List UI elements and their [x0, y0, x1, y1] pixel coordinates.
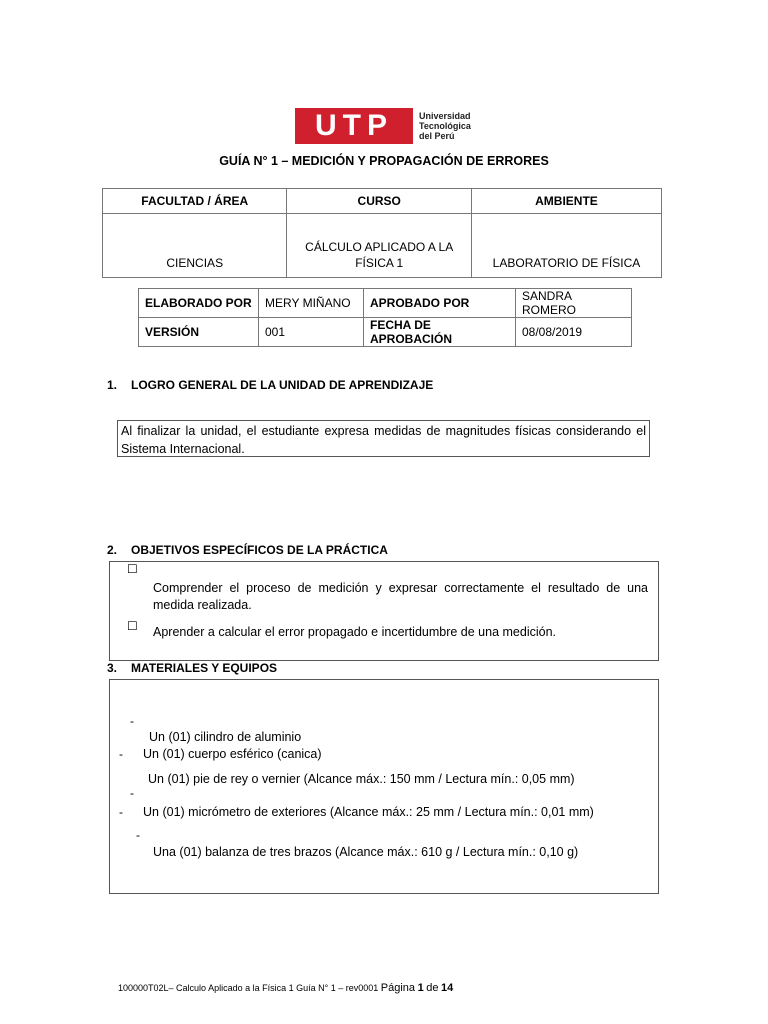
utp-logo-mark: UTP [295, 108, 413, 144]
utp-logo [295, 107, 471, 145]
document-title: GUÍA N° 1 – MEDICIÓN Y PROPAGACIÓN DE ERRORES [219, 154, 549, 168]
objective-item-1: Comprender el proceso de medición y expresar correctamente el resultado de una medida realizada. [153, 581, 648, 612]
course-info-row [103, 214, 662, 278]
checkbox-icon: ☐ [127, 562, 138, 576]
value-approval-date: 08/08/2019 [516, 318, 632, 347]
cell-course [287, 214, 471, 278]
section-2-heading [107, 543, 388, 557]
cell-environment: LABORATORIO DE FÍSICA [471, 214, 661, 278]
footer-page-word: Página [380, 982, 416, 994]
section-1-title: LOGRO GENERAL DE LA UNIDAD DE APRENDIZAJE [131, 378, 434, 392]
dash-marker: - [130, 786, 134, 800]
section-1-number: 1. [107, 378, 118, 392]
logo-line-1: Universidad [419, 111, 471, 121]
material-item-4: Un (01) micrómetro de exteriores (Alcance máx.: 25 mm / Lectura mín.: 0,01 mm) [143, 805, 594, 819]
checkbox-icon: ☐ [127, 619, 138, 633]
objectives-box [109, 561, 659, 661]
logo-line-3: del Perú [419, 131, 455, 141]
cell-course-text: CÁLCULO APLICADO A LA FÍSICA 1 [305, 240, 454, 270]
section-2-number: 2. [107, 543, 118, 557]
header-environment: AMBIENTE [471, 189, 661, 214]
dash-marker: - [119, 805, 123, 819]
section-3-heading [107, 661, 277, 675]
learning-outcome-box: Al finalizar la unidad, el estudiante expresa medidas de magnitudes físicas considerando el Sistema Internacional. [117, 420, 650, 457]
material-item-5: Una (01) balanza de tres brazos (Alcance máx.: 610 g / Lectura mín.: 0,10 g) [153, 845, 579, 859]
value-version: 001 [259, 318, 364, 347]
value-approved-by: SANDRA ROMERO [516, 289, 632, 318]
material-item-3: Un (01) pie de rey o vernier (Alcance máx.: 150 mm / Lectura mín.: 0,05 mm) [148, 772, 575, 786]
dash-marker: - [119, 747, 123, 761]
section-1-heading [107, 378, 433, 392]
course-info-table [102, 188, 662, 278]
dash-marker: - [130, 714, 134, 728]
materials-box [109, 679, 659, 894]
section-2-title: OBJETIVOS ESPECÍFICOS DE LA PRÁCTICA [131, 543, 388, 557]
logo-line-2: Tecnológica [419, 121, 471, 131]
footer-total-pages: 14 [440, 982, 454, 994]
material-item-2: Un (01) cuerpo esférico (canica) [143, 747, 322, 761]
page-footer [118, 982, 453, 994]
cell-faculty: CIENCIAS [103, 214, 287, 278]
course-info-header-row [103, 189, 662, 214]
approval-table [138, 288, 632, 347]
dash-marker: - [136, 828, 140, 842]
approval-row-2 [139, 318, 632, 347]
footer-code: 100000T02L– Calculo Aplicado a la Física 1 Guía N° 1 – rev0001 [118, 983, 379, 993]
label-elaborated-by: ELABORADO POR [139, 289, 259, 318]
approval-row-1 [139, 289, 632, 318]
label-approved-by: APROBADO POR [364, 289, 516, 318]
label-version: VERSIÓN [139, 318, 259, 347]
label-approval-date: FECHA DE APROBACIÓN [364, 318, 516, 347]
header-faculty: FACULTAD / ÁREA [103, 189, 287, 214]
section-3-number: 3. [107, 661, 118, 675]
value-elaborated-by: MERY MIÑANO [259, 289, 364, 318]
utp-logo-text [419, 111, 471, 141]
header-course: CURSO [287, 189, 471, 214]
footer-page-number: 1 [417, 982, 424, 994]
section-3-title: MATERIALES Y EQUIPOS [131, 661, 278, 675]
objective-item-2: Aprender a calcular el error propagado e incertidumbre de una medición. [153, 625, 557, 639]
footer-of-word: de [426, 982, 439, 994]
material-item-1: Un (01) cilindro de aluminio [149, 730, 302, 744]
